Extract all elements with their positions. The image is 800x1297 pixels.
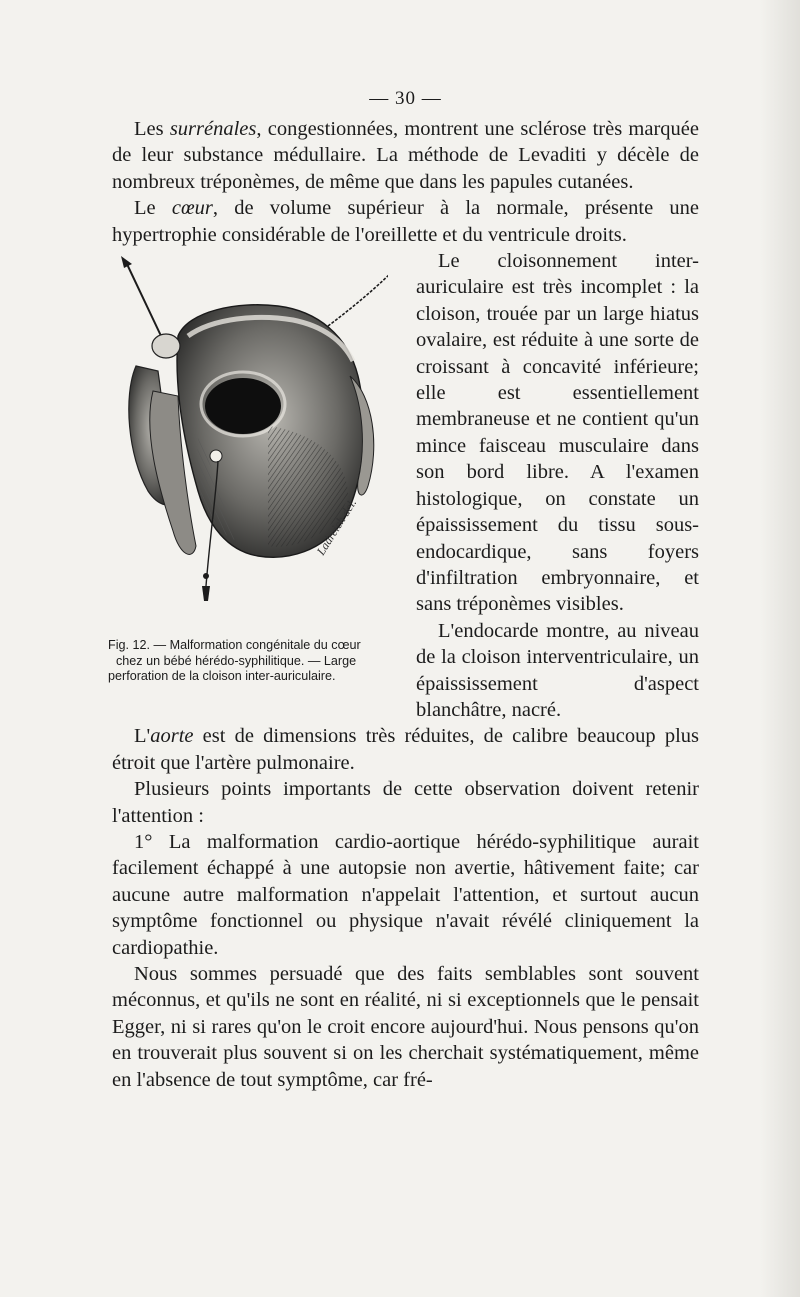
heart-specimen-illustration (118, 256, 388, 636)
paragraph-point-1: 1° La malformation cardio-aortique hérédo-syphilitique aurait facilement échappé à une autopsie non avertie, hâtivement faite; car aucune autre malformation n'appelait l'attention, et surtout aucun symptôme fonctionnel ou physique n'avait révélé cliniquement la cardiopathie. (112, 830, 699, 959)
term-surrenales: surrénales (169, 118, 257, 140)
page-edge-shade (760, 0, 800, 1297)
paragraph-aorte: L'aorte est de dimensions très réduites, de calibre beaucoup plus étroit que l'artère pulmonaire. (112, 725, 699, 774)
paragraph-surrenales: Les surrénales, congestionnées, montrent une sclérose très marquée de leur substance médullaire. La méthode de Levaditi y décèle de nombreux tréponèmes, de même que dans les papules cutanées. (112, 118, 699, 193)
term-aorte: aorte (150, 725, 194, 748)
page-body (108, 86, 699, 1093)
paragraph-coeur: Le cœur, de volume supérieur à la normale, présente une hypertrophie considérable de l'oreillette et du ventricule droits. (112, 197, 699, 246)
figure-12 (108, 248, 402, 703)
term-coeur: cœur (171, 197, 213, 220)
page-number: — 30 — (369, 88, 442, 109)
caption-line-2: chez un bébé hérédo-syphilitique. — Large (116, 653, 357, 668)
figure-caption (108, 638, 390, 685)
engraver-signature: Ladreich del. (313, 496, 360, 558)
caption-line-3: perforation de la cloison inter-auriculaire. (108, 669, 336, 684)
caption-line-1: Fig. 12. — Malformation congénitale du cœur (108, 638, 361, 653)
paragraph-cloisonnement: Le cloisonnement inter-auriculaire est très incomplet : la cloison, trouée par un large hiatus ovalaire, est réduite à une sorte de croissant à concavité inférieure; elle est essentiellement membraneuse et ne contient qu'un mince faisceau musculaire dans son bord libre. A l'examen histologique, on constate un épaississement du tissu sous-endocardique, sans foyers d'infiltration embryonnaire, et sans tréponèmes visibles. (416, 250, 699, 616)
paragraph-points-importants: Plusieurs points importants de cette observation doivent retenir l'attention : (112, 778, 699, 827)
paragraph-endocarde: L'endocarde montre, au niveau de la cloison interventriculaire, un épaississement d'aspect blanchâtre, nacré. (416, 619, 699, 721)
paragraph-persuade: Nous sommes persuadé que des faits semblables sont souvent méconnus, et qu'ils ne sont en réalité, ni si exceptionnels que le pensait Egger, ni si rares qu'on le croit encore aujourd'hui. Nous pensons qu'on en trouverait plus souvent si on les cherchait systématiquement, même en l'absence de tout symptôme, car fré- (112, 963, 699, 1091)
